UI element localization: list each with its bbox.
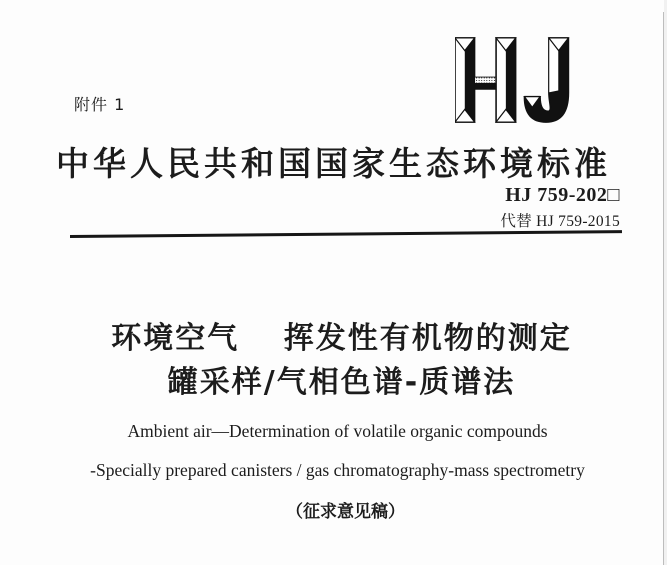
replaces-note: 代替 HJ 759-2015 xyxy=(500,213,620,230)
title-en-line2: -Specially prepared canisters / gas chromatography-mass spectrometry xyxy=(90,460,585,480)
hj-logo-graphic xyxy=(455,36,588,124)
title-cn-line2: 罐采样/气相色谱-质谱法 xyxy=(167,365,516,400)
title-cn-line1: 环境空气 挥发性有机物的测定 xyxy=(111,321,572,356)
header-rule xyxy=(70,230,622,237)
attachment-label: 附件 1 xyxy=(74,95,126,114)
title-en-line1: Ambient air—Determination of volatile organic compounds xyxy=(127,421,548,441)
standard-org-title: 中华人民共和国国家生态环境标准 xyxy=(56,147,611,183)
standard-number: HJ 759-202□ xyxy=(505,184,620,206)
draft-status-label: （征求意见稿） xyxy=(286,502,405,522)
hj-logo xyxy=(455,36,588,124)
scan-page-edge-line xyxy=(663,12,665,565)
